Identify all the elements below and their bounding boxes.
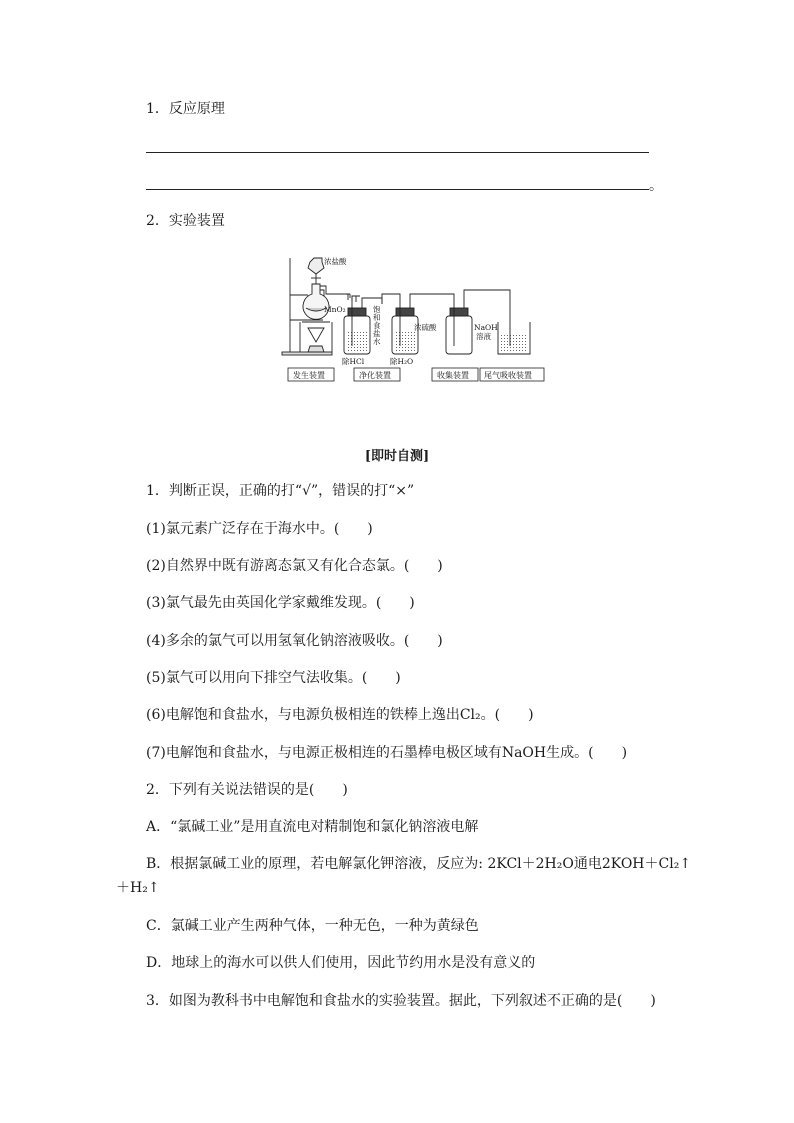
svg-text:尾气吸收装置: 尾气吸收装置 xyxy=(484,371,532,380)
q2-option-b-line2: ＋H₂↑ xyxy=(116,880,160,896)
svg-text:收集装置: 收集装置 xyxy=(437,371,469,380)
box-collection xyxy=(432,368,478,381)
q1-item-4: (4)多余的氯气可以用氢氧化钠溶液吸收。( ) xyxy=(146,633,443,649)
q2-option-b-line1: B．根据氯碱工业的原理，若电解氯化钾溶液，反应为: 2KCl＋2H₂O通电2KOH＋Cl₂↑ xyxy=(146,856,692,872)
label-remove-hcl: 除HCl xyxy=(342,357,365,366)
label-naoh: NaOH xyxy=(474,323,498,332)
q1-item-6: (6)电解饱和食盐水，与电源负极相连的铁棒上逸出Cl₂。( ) xyxy=(146,707,534,723)
label-solution: 溶液 xyxy=(476,332,491,341)
svg-text:发生装置: 发生装置 xyxy=(293,371,325,380)
svg-text:食: 食 xyxy=(373,321,381,330)
q1-stem: 1．判断正误，正确的打“√”，错误的打“×” xyxy=(146,483,415,499)
q1-item-3: (3)氯气最先由英国化学家戴维发现。( ) xyxy=(146,595,415,611)
svg-text:净化装置: 净化装置 xyxy=(359,371,391,380)
label-remove-h2o: 除H₂O xyxy=(390,357,414,366)
label-mno2: MnO₂ xyxy=(324,305,346,314)
q2-stem: 2．下列有关说法错误的是( ) xyxy=(146,782,348,798)
svg-text:盐: 盐 xyxy=(373,329,381,338)
box-purification xyxy=(354,368,400,381)
section1-heading: 1．反应原理 xyxy=(146,101,225,117)
svg-text:水: 水 xyxy=(373,337,381,346)
q2-option-a: A．“氯碱工业”是用直流电对精制饱和氯化钠溶液电解 xyxy=(146,819,479,835)
q1-item-2: (2)自然界中既有游离态氯又有化合态氯。( ) xyxy=(146,558,443,574)
q1-item-5: (5)氯气可以用向下排空气法收集。( ) xyxy=(146,670,401,686)
q2-option-d: D．地球上的海水可以供人们使用，因此节约用水是没有意义的 xyxy=(146,955,536,971)
answer-blank-line-2 xyxy=(146,189,649,190)
svg-text:饱: 饱 xyxy=(373,305,381,314)
q3-stem: 3．如图为教科书中电解饱和食盐水的实验装置。据此，下列叙述不正确的是( ) xyxy=(146,993,656,1009)
q1-item-7: (7)电解饱和食盐水，与电源正极相连的石墨棒电极区域有NaOH生成。( ) xyxy=(146,745,628,761)
q2-option-c: C．氯碱工业产生两种气体，一种无色，一种为黄绿色 xyxy=(146,918,479,934)
section2-heading: 2．实验装置 xyxy=(146,213,225,229)
box-generation xyxy=(288,368,334,381)
label-conc-hcl: 浓盐酸 xyxy=(324,257,347,266)
answer-blank-line-1 xyxy=(146,152,649,153)
label-conc-h2so4: 浓硫酸 xyxy=(414,323,437,332)
box-tail-gas xyxy=(480,368,544,381)
q1-item-1: (1)氯元素广泛存在于海水中。( ) xyxy=(146,521,373,537)
chlorine-apparatus-diagram xyxy=(278,250,548,385)
blank-end-period: 。 xyxy=(649,178,663,194)
selftest-title: [即时自测] xyxy=(364,449,430,464)
label-saturated-brine xyxy=(373,304,381,346)
svg-text:和: 和 xyxy=(373,313,381,322)
